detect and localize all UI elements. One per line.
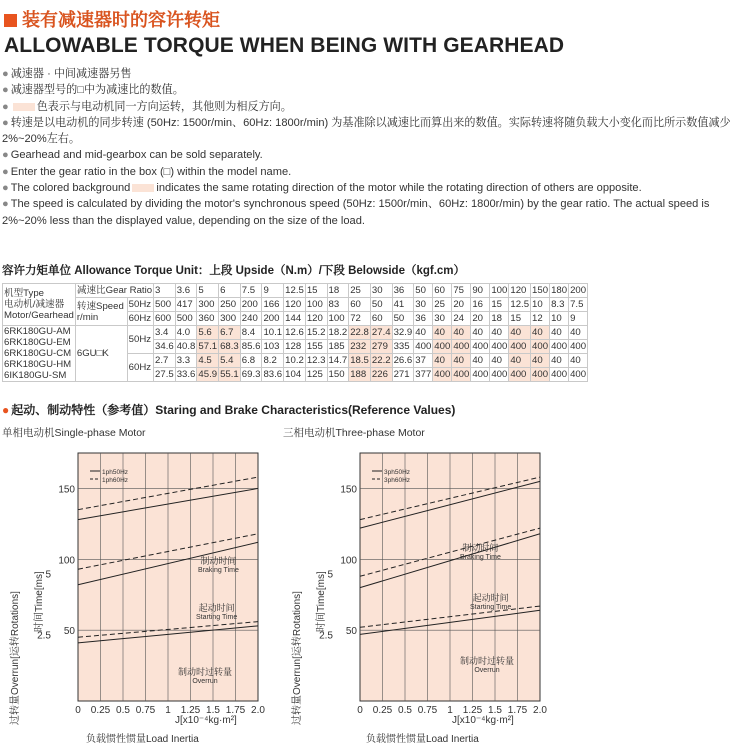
torque-cell: 400 (491, 341, 508, 352)
torque-cell: 400 (532, 341, 549, 352)
x-tick-label: 0 (75, 705, 81, 716)
starting-label-en: Starting Time (470, 604, 512, 611)
legend-entry: 1ph60Hz (102, 477, 129, 484)
x-tick-label: 1.75 (507, 705, 528, 716)
table-header-label: 机型Type (4, 288, 44, 299)
y-tick-label: 100 (340, 555, 357, 567)
ratio-cell: 75 (452, 284, 471, 298)
torque-cell: 40 (471, 326, 490, 340)
torque-cell: 128 (284, 340, 306, 354)
speed-cell: 41 (392, 298, 414, 312)
bullet-icon: ● (2, 403, 10, 417)
torque-cell: 5.4 (219, 354, 241, 368)
braking-label-cn: 制动时间 (200, 556, 237, 566)
table-row (3, 298, 588, 312)
torque-cell: 85.6 (241, 341, 261, 352)
speed-cell: 60 (349, 298, 371, 312)
note-cn-1: ● 减速器 · 中间减速器另售 (2, 68, 132, 80)
pink-swatch (132, 184, 154, 192)
speed-unit: r/min (76, 311, 99, 323)
ratio-cell: 50 (414, 284, 433, 298)
ratio-cell: 60 (433, 284, 452, 298)
note-cn-3: ● 色表示与电动机同一方向运转，其他则为相反方向。 (2, 100, 292, 113)
note-en-2: ● Enter the gear ratio in the box (□) within the model name. (2, 165, 292, 178)
ratio-cell: 5 (197, 284, 219, 298)
torque-unit: 容许力矩单位 Allowance Torque Unit：上段 Upside（N.m）/下段 Belowside（kgf.cm） (2, 265, 466, 277)
torque-cell: 6.8 (240, 354, 262, 368)
ratio-cell: 200 (570, 285, 587, 296)
speed-label: 转速Speed (76, 300, 124, 312)
torque-cell: 4.5 (197, 354, 219, 368)
torque-cell: 55.1 (220, 369, 239, 380)
note-cn-2: ● 减速器型号的□中为减速比的数值。 (2, 84, 184, 97)
ratio-cell: 180 (551, 285, 568, 296)
speed-cell: 144 (284, 312, 306, 326)
torque-cell: 8.2 (262, 354, 284, 368)
x-tick-label: 2.0 (251, 705, 265, 716)
starting-label-en: Starting Time (196, 614, 238, 621)
x-tick-label: 1.75 (225, 705, 246, 716)
speed-cell: 100 (305, 298, 327, 312)
page-header (4, 6, 564, 58)
torque-cell: 40 (433, 326, 452, 340)
models-cell (3, 326, 76, 382)
ratio-cell: 15 (305, 284, 327, 298)
ratio-cell: 7.5 (240, 284, 262, 298)
x-axis-unit: J[x10⁻⁴kg·m²] (175, 715, 237, 726)
speed-cell: 9 (569, 312, 588, 326)
y-tick-label: 100 (58, 555, 75, 567)
torque-cell: 83.6 (263, 369, 283, 380)
x-tick-label: 0 (357, 705, 363, 716)
speed-cell: 200 (240, 298, 262, 312)
speed-cell: 300 (197, 298, 219, 312)
torque-cell: 104 (284, 368, 306, 382)
bullet-icon: ● (2, 165, 9, 178)
square-bullet-icon (4, 14, 17, 27)
speed-cell: 60 (370, 312, 392, 326)
torque-cell: 40 (433, 354, 452, 368)
speed-cell: 25 (433, 298, 452, 312)
speed-cell: 240 (240, 312, 262, 326)
overrun-label-en: Overrun (192, 678, 218, 685)
ratio-cell: 120 (509, 284, 531, 298)
ratio-cell: 12.5 (285, 285, 304, 296)
starting-label (470, 593, 511, 613)
ratio-cell: 30 (370, 284, 392, 298)
bullet-icon: ● (2, 149, 9, 162)
torque-cell: 18.2 (328, 327, 348, 338)
torque-cell: 27.5 (155, 369, 174, 380)
speed-label-cell (75, 298, 127, 326)
braking-label-en: Braking Time (198, 567, 239, 574)
ratio-cell: 25 (349, 284, 371, 298)
bullet-icon: ● (2, 116, 9, 129)
chart-left-title: 单相电动机Single-phase Motor (2, 427, 146, 439)
torque-cell: 40 (531, 326, 550, 340)
x-tick-label: 0.5 (116, 705, 130, 716)
speed-cell: 8.3 (550, 298, 569, 312)
torque-cell: 400 (532, 369, 549, 380)
overrun-label-cn: 制动时过转量 (178, 667, 233, 677)
legend-entry: 3ph50Hz (384, 469, 411, 476)
speed-cell: 500 (175, 312, 197, 326)
chart-right-title: 三相电动机Three-phase Motor (283, 427, 425, 439)
speed-cell: 20 (452, 298, 471, 312)
torque-cell: 40 (490, 326, 509, 340)
model-name: 6RK180GU-EM (4, 337, 71, 348)
torque-cell: 40 (550, 354, 569, 368)
starting-label-cn: 起动时间 (472, 593, 509, 603)
x-tick-label: 2.0 (533, 705, 547, 716)
ratio-cell: 36 (392, 284, 414, 298)
braking-label-cn: 制动时间 (462, 543, 499, 553)
torque-table (2, 283, 588, 382)
torque-cell: 400 (453, 369, 470, 380)
torque-cell: 69.3 (241, 369, 261, 380)
torque-cell: 12.3 (306, 355, 326, 366)
x-tick-label: 1 (447, 705, 453, 716)
overrun-label (460, 656, 514, 676)
torque-cell: 125 (305, 368, 327, 382)
torque-cell: 400 (551, 369, 568, 380)
overrun-label-cn: 制动时过转量 (460, 656, 515, 666)
speed-cell: 120 (305, 312, 327, 326)
x-axis-title: 负载惯性惯量Load Inertia (366, 734, 479, 745)
title-en: ALLOWABLE TORQUE WHEN BEING WITH GEARHEAD (4, 34, 565, 57)
bullet-icon: ● (2, 84, 9, 97)
ratio-cell: 150 (532, 285, 549, 296)
y-axis-time-label: 时间Time[ms] (34, 571, 45, 632)
overrun-tick-label: 2.5 (319, 630, 333, 642)
bullet-icon: ● (2, 182, 9, 195)
table-header-label: Motor/Gearhead (4, 310, 74, 321)
speed-cell: 15 (509, 312, 531, 326)
model-name: 6RK180GU-AM (4, 326, 71, 337)
torque-cell: 400 (509, 340, 531, 354)
torque-cell: 400 (434, 369, 451, 380)
torque-cell: 40 (452, 326, 471, 340)
torque-cell: 400 (570, 369, 587, 380)
y-tick-label: 50 (345, 626, 357, 638)
torque-cell: 40 (509, 354, 531, 368)
torque-cell: 3.3 (175, 354, 197, 368)
speed-cell: 100 (327, 312, 349, 326)
torque-cell: 40 (471, 354, 490, 368)
ratio-cell: 3 (154, 284, 176, 298)
hz-cell: 50Hz (127, 298, 153, 312)
legend-entry: 3ph60Hz (384, 477, 411, 484)
torque-cell: 400 (570, 341, 587, 352)
speed-cell: 30 (433, 312, 452, 326)
torque-cell: 8.4 (240, 326, 262, 340)
torque-cell: 335 (392, 340, 414, 354)
torque-cell: 155 (305, 340, 327, 354)
torque-cell: 34.6 (155, 341, 174, 352)
torque-cell: 400 (472, 341, 489, 352)
x-tick-label: 0.25 (372, 705, 393, 716)
model-name: 6RK180GU-CM (4, 348, 72, 359)
torque-cell: 4.0 (175, 326, 197, 340)
overrun-label-en: Overrun (474, 667, 500, 674)
model-name: 6IK180GU-SM (4, 370, 67, 381)
torque-cell: 271 (392, 368, 414, 382)
torque-cell: 40 (569, 326, 588, 340)
ratio-cell: 100 (491, 285, 508, 296)
torque-cell: 57.1 (198, 341, 218, 352)
speed-cell: 10 (550, 312, 569, 326)
speed-cell: 12.5 (510, 299, 530, 310)
torque-cell: 26.6 (393, 355, 413, 366)
section-title: ● 起动、制动特性（参考值）Staring and Brake Characteristics(Reference Values) (2, 403, 456, 417)
speed-cell: 300 (219, 312, 241, 326)
torque-cell: 40 (490, 354, 509, 368)
table-row (3, 284, 588, 298)
x-tick-label: 1 (165, 705, 171, 716)
type-label-cell (3, 284, 76, 326)
table-header-label: 电动机/减速器 (4, 299, 65, 310)
speed-cell: 24 (452, 312, 471, 326)
x-tick-label: 1.5 (206, 705, 220, 716)
speed-cell: 15 (490, 298, 509, 312)
legend-entry: 1ph50Hz (102, 469, 129, 476)
y-axis-overrun-label: 过转量Overrun[运转Rotations] (10, 591, 21, 725)
torque-cell: 10.2 (285, 355, 304, 366)
torque-cell: 22.8 (350, 327, 369, 338)
torque-cell: 400 (415, 341, 432, 352)
bullet-icon: ● (2, 198, 9, 211)
speed-cell: 83 (327, 298, 349, 312)
torque-cell: 40 (531, 354, 550, 368)
overrun-tick-label: 5 (327, 569, 333, 581)
torque-cell: 226 (370, 368, 392, 382)
speed-cell: 12 (531, 312, 550, 326)
torque-cell: 185 (327, 340, 349, 354)
gearhead-cell: 6GU□K (75, 326, 127, 382)
y-tick-label: 150 (58, 484, 75, 496)
starting-label-cn: 起动时间 (198, 603, 235, 613)
x-tick-label: 1.5 (488, 705, 502, 716)
speed-cell: 417 (175, 298, 197, 312)
torque-cell: 40 (452, 354, 471, 368)
x-axis-unit: J[x10⁻⁴kg·m²] (452, 715, 514, 726)
speed-cell: 50 (392, 312, 414, 326)
y-axis-time-label: 时间Time[ms] (316, 571, 327, 632)
torque-cell: 27.4 (371, 327, 391, 338)
y-tick-label: 150 (340, 484, 357, 496)
x-tick-label: 0.75 (417, 705, 438, 716)
ratio-cell: 18 (327, 284, 349, 298)
note-en-1: ● Gearhead and mid-gearbox can be sold separately. (2, 149, 263, 162)
torque-cell: 40 (569, 354, 588, 368)
y-tick-label: 50 (63, 626, 75, 638)
torque-cell: 232 (349, 340, 371, 354)
note-en-4: ● The speed is calculated by dividing the motor's synchronous speed (50Hz: 1500r/min、60Hz: 1800r/min) by the gear ratio. The actual speed is 2%~20% less than the displayed value, depending on the size of the load. (2, 198, 710, 227)
torque-cell: 12.6 (285, 327, 304, 338)
speed-cell: 36 (414, 312, 433, 326)
speed-cell: 120 (284, 298, 306, 312)
ratio-label: 减速比Gear Ratio (76, 285, 153, 296)
torque-cell: 400 (491, 369, 508, 380)
braking-label (198, 556, 239, 576)
model-name: 6RK180GU-HM (4, 359, 72, 370)
note-cn-4: ● 转速是以电动机的同步转速 (50Hz: 1500r/min、60Hz: 1800r/min) 为基准除以减速比而算出来的数值。实际转速将随负载大小变化而比所示数值减少2%~20%左右。 (2, 116, 731, 146)
torque-cell: 400 (509, 368, 531, 382)
ratio-cell: 6 (219, 284, 241, 298)
x-tick-label: 1.25 (180, 705, 201, 716)
torque-cell: 279 (370, 340, 392, 354)
speed-cell: 200 (262, 312, 284, 326)
x-tick-label: 0.5 (398, 705, 412, 716)
torque-cell: 188 (349, 368, 371, 382)
torque-cell: 15.2 (306, 327, 326, 338)
braking-label-en: Braking Time (460, 554, 501, 561)
torque-cell: 40.8 (176, 341, 196, 352)
bullet-icon: ● (2, 100, 9, 113)
speed-cell: 20 (471, 312, 490, 326)
torque-cell: 33.6 (176, 369, 196, 380)
ratio-cell: 3.6 (175, 284, 197, 298)
note-en-3: ● The colored background indicates the same rotating direction of the motor while the rotating direction of others are opposite. (2, 182, 642, 195)
speed-cell: 7.5 (569, 298, 588, 312)
speed-cell: 16 (471, 298, 490, 312)
torque-cell: 32.9 (393, 327, 413, 338)
x-tick-label: 0.75 (135, 705, 156, 716)
torque-cell: 40 (509, 326, 531, 340)
torque-cell: 103 (262, 340, 284, 354)
speed-cell: 166 (262, 298, 284, 312)
starting-label (196, 603, 237, 623)
braking-label (460, 543, 501, 563)
speed-cell: 360 (197, 312, 219, 326)
torque-cell: 40 (414, 326, 433, 340)
x-tick-label: 1.25 (462, 705, 483, 716)
ratio-cell: 9 (262, 284, 284, 298)
torque-cell: 400 (434, 341, 451, 352)
speed-cell: 600 (154, 312, 176, 326)
torque-cell: 377 (415, 369, 432, 380)
notes (2, 66, 747, 229)
x-tick-label: 0.25 (90, 705, 111, 716)
speed-cell: 250 (219, 298, 241, 312)
hz-cell: 60Hz (127, 312, 153, 326)
speed-cell: 30 (414, 298, 433, 312)
ratio-cell: 90 (471, 284, 490, 298)
x-axis-title: 负载惯性惯量Load Inertia (86, 734, 199, 745)
overrun-tick-label: 2.5 (37, 630, 51, 642)
pink-swatch (13, 103, 35, 111)
torque-cell: 400 (453, 341, 470, 352)
overrun-tick-label: 5 (45, 569, 51, 581)
torque-cell: 18.5 (350, 355, 369, 366)
bullet-icon: ● (2, 68, 9, 80)
torque-cell: 400 (472, 369, 489, 380)
torque-cell: 45.9 (198, 369, 218, 380)
overrun-label (178, 667, 232, 687)
speed-cell: 500 (154, 298, 176, 312)
torque-cell: 5.6 (197, 326, 219, 340)
torque-cell: 6.7 (219, 326, 241, 340)
torque-cell: 37 (414, 354, 433, 368)
speed-cell: 18 (490, 312, 509, 326)
torque-cell: 40 (550, 326, 569, 340)
hz-cell: 50Hz (127, 326, 153, 354)
title-cn: 装有减速器时的容许转矩 (4, 6, 564, 32)
torque-cell: 400 (551, 341, 568, 352)
torque-cell: 14.7 (328, 355, 348, 366)
torque-cell: 10.1 (263, 327, 283, 338)
speed-cell: 72 (349, 312, 371, 326)
torque-cell: 68.3 (220, 341, 239, 352)
table-row (3, 326, 588, 340)
torque-cell: 150 (327, 368, 349, 382)
y-axis-overrun-label: 过转量Overrun[运转Rotations] (292, 591, 303, 725)
speed-cell: 10 (531, 298, 550, 312)
torque-cell: 3.4 (154, 326, 176, 340)
hz-cell: 60Hz (127, 354, 153, 382)
torque-cell: 2.7 (154, 354, 176, 368)
speed-cell: 50 (370, 298, 392, 312)
torque-cell: 22.2 (371, 355, 391, 366)
